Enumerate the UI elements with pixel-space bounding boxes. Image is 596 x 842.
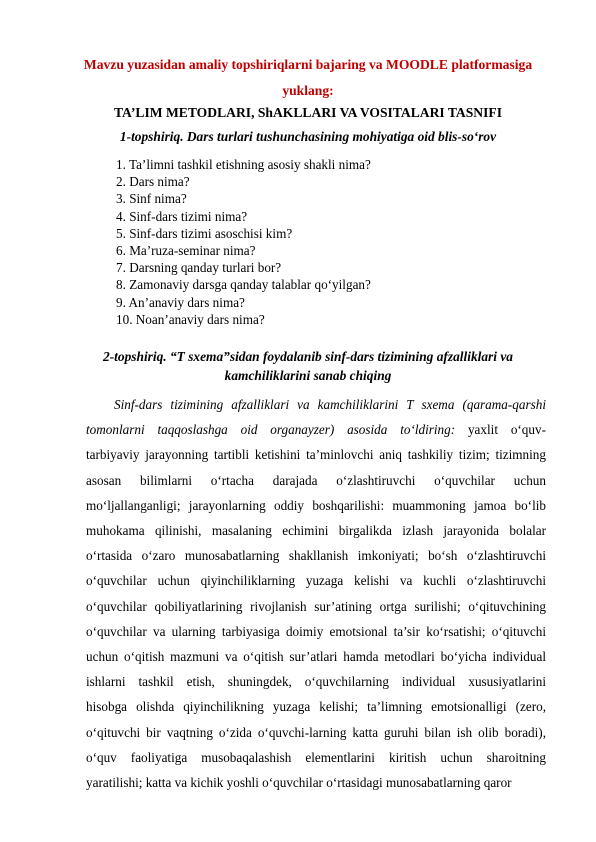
paragraph-line: ishlarni tashkil etish, shuningdek, o‘quvchilarning individual xususiyatlarini [86,674,546,690]
paragraph-line: asosan bilimlarni o‘rtacha darajada o‘zlashtiruvchi o‘quvchilar uchun [86,472,546,488]
intro-italic-2: tomonlarni taqqoslashga oid organayzer) asosida to‘ldiring: [86,422,456,438]
paragraph-line: o‘quv faoliyatiga musobaqalashish elementlarini kiritish uchun sharoitning [86,749,546,765]
task-2-line-1: 2-topshiriq. “T sxema”sidan foydalanib sinf-dars tizimining afzalliklari va [103,349,513,364]
question-item: 1. Ta’limni tashkil etishning asosiy shakli nima? [116,157,371,172]
question-item: 5. Sinf-dars tizimi asoschisi kim? [116,225,293,241]
paragraph-line: tarbiyaviy jarayonning tartibli ketishini ta’minlovchi aniq tashkiliy tizim; tizimning [86,447,546,463]
paragraph-line: yaratilishi; katta va kichik yoshli o‘quvchilar o‘rtasidagi munosabatlarning qaror [86,775,512,791]
intro-tail: yaxlit o‘quv- [455,422,546,438]
question-item: 7. Darsning qanday turlari bor? [116,260,282,276]
paragraph-line: o‘qituvchi bir vaqtning o‘zida o‘quvchi-larning katta guruhi bilan ish olib boradi), [86,724,546,740]
question-item: 4. Sinf-dars tizimi nima? [116,208,248,224]
intro-italic-1: Sinf-dars tizimining afzalliklari va kamchiliklarini T sxema (qarama-qarshi [114,397,546,412]
question-list [116,156,371,328]
instruction-line-2: yuklang: [282,83,334,98]
question-item: 6. Ma’ruza-seminar nima? [116,243,256,259]
question-item: 2. Dars nima? [116,174,190,190]
paragraph-line: hisobga olishda qiyinchilikning yuzaga kelishi; ta’limning emotsionalligi (zero, [86,699,546,715]
paragraph-line: o‘quvchilar uchun qiyinchiliklarning yuzaga kelishi va kuchli o‘zlashtiruvchi [86,573,546,589]
body-paragraph [86,392,546,795]
paragraph-line: o‘quvchilar va ularning tarbiyasiga doimiy emotsional ta’sir ko‘rsatishi; o‘qituvchi [86,623,546,639]
paragraph-line: mo‘ljallanganligi; jarayonlarning oddiy boshqarilishi: muammoning jamoa bo‘lib [86,497,546,513]
task-2-heading [70,348,546,385]
paragraph-line: muhokama qilinishi, masalaning echimini birgalikda izlash jarayonida bolalar [86,523,546,539]
question-item: 9. An’anaviy dars nima? [116,294,245,310]
task-2-line-2: kamchiliklarini sanab chiqing [224,367,392,383]
task-1-heading: 1-topshiriq. Dars turlari tushunchasining mohiyatiga oid blis-so‘rov [119,129,497,144]
paragraph-line: o‘quvchilar qobiliyatlarining rivojlanish sur’atining ortga surilishi; o‘qituvchining [86,598,546,614]
question-item: 3. Sinf nima? [116,191,187,207]
question-item: 10. Noan’anaviy dars nima? [116,311,265,327]
paragraph-line: uchun o‘qitish mazmuni va o‘qitish sur’atlari hamda metodlari bo‘yicha individual [86,649,546,665]
paragraph-line [86,392,546,417]
assignment-instruction [70,52,546,104]
paragraph-line [86,417,546,442]
question-item: 8. Zamonaviy darsga qanday talablar qo‘yilgan? [116,277,371,293]
section-title: TA’LIM METODLARI, ShAKLLARI VA VOSITALARI TASNIFI [113,105,502,120]
paragraph-line: o‘rtasida o‘zaro munosabatlarning shakllanish imkoniyati; bo‘sh o‘zlashtiruvchi [86,548,546,564]
instruction-line-1: Mavzu yuzasidan amaliy topshiriqlarni bajaring va MOODLE platformasiga [83,57,533,72]
